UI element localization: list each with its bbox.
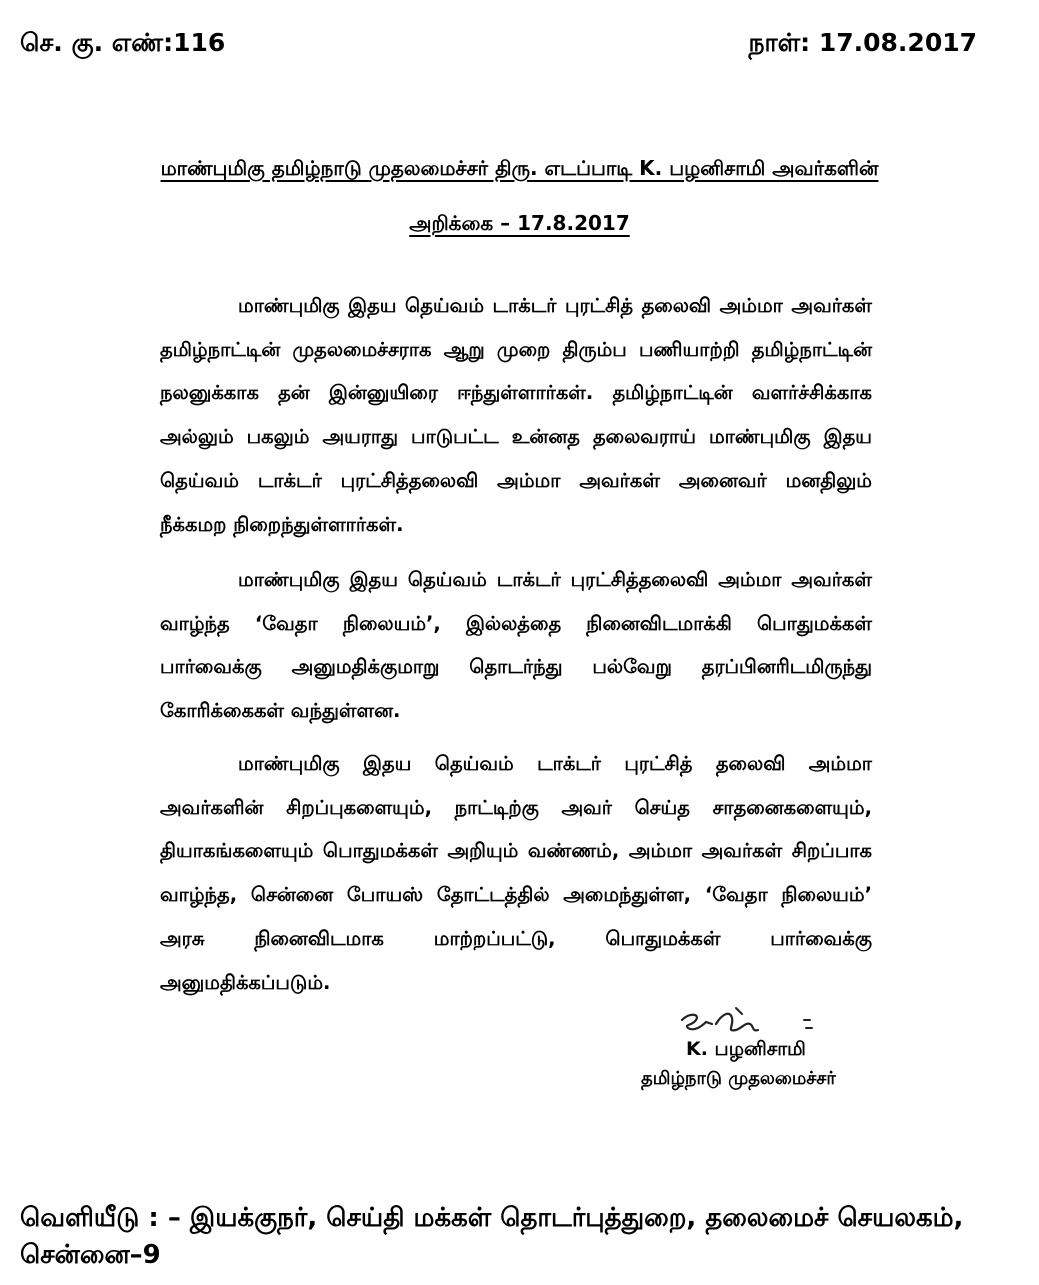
handwritten-signature (676, 1002, 826, 1042)
statement-title (0, 156, 1039, 183)
statement-subtitle (0, 211, 1039, 238)
signatory-name: K. பழனிசாமி (686, 1038, 806, 1060)
statement-subtitle-text: அறிக்கை – 17.8.2017 (409, 211, 630, 235)
release-footer (20, 1200, 1020, 1274)
paragraph-2: மாண்புமிகு இதய தெய்வம் டாக்டர் புரட்சித்தலைவி அம்மா அவர்கள் வாழ்ந்த ‘வேதா நிலையம்’, இல்லத்தை நினைவிடமாக்கி பொதுமக்கள் பார்வைக்கு அனுமதிக்குமாறு தொடர்ந்து பல்வேறு தரப்பினரிடமிருந்து கோரிக்கைகள் வந்துள்ளன. (160, 568, 872, 723)
reference-number: செ. கு. எண்:116 (20, 28, 226, 57)
release-footer-line-1: வெளியீடு : – இயக்குநர், செய்தி மக்கள் தொடர்புத்துறை, தலைமைச் செயலகம், (20, 1203, 964, 1233)
paragraph-1: மாண்புமிகு இதய தெய்வம் டாக்டர் புரட்சித் தலைவி அம்மா அவர்கள் தமிழ்நாட்டின் முதலமைச்சராக ஆறு முறை திரும்ப பணியாற்றி தமிழ்நாட்டின் நலனுக்காக தன் இன்னுயிரை ஈந்துள்ளார்கள். தமிழ்நாட்டின் வளர்ச்சிக்காக அல்லும் பகலும் அயராது பாடுபட்ட உன்னத தலைவராய் மாண்புமிகு இதய தெய்வம் டாக்டர் புரட்சித்தலைவி அம்மா அவர்கள் அனைவர் மனதிலும் நீக்கமற நிறைந்துள்ளார்கள். (160, 294, 872, 536)
statement-title-text: மாண்புமிகு தமிழ்நாடு முதலமைச்சர் திரு. எடப்பாடி K. பழனிசாமி அவர்களின் (160, 156, 879, 180)
signatory-designation: தமிழ்நாடு முதலமைச்சர் (641, 1068, 836, 1089)
document-date: நாள்: 17.08.2017 (748, 28, 977, 57)
paragraph-3: மாண்புமிகு இதய தெய்வம் டாக்டர் புரட்சித் தலைவி அம்மா அவர்களின் சிறப்புகளையும், நாட்டிற்கு அவர் செய்த சாதனைகளையும், தியாகங்களையும் பொதுமக்கள் அறியும் வண்ணம், அம்மா அவர்கள் சிறப்பாக வாழ்ந்த, சென்னை போயஸ் தோட்டத்தில் அமைந்துள்ள, ‘வேதா நிலையம்’ அரசு நினைவிடமாக மாற்றப்பட்டு, பொதுமக்கள் பார்வைக்கு அனுமதிக்கப்படும். (160, 752, 872, 994)
release-footer-line-2: சென்னை–9 (20, 1240, 161, 1270)
